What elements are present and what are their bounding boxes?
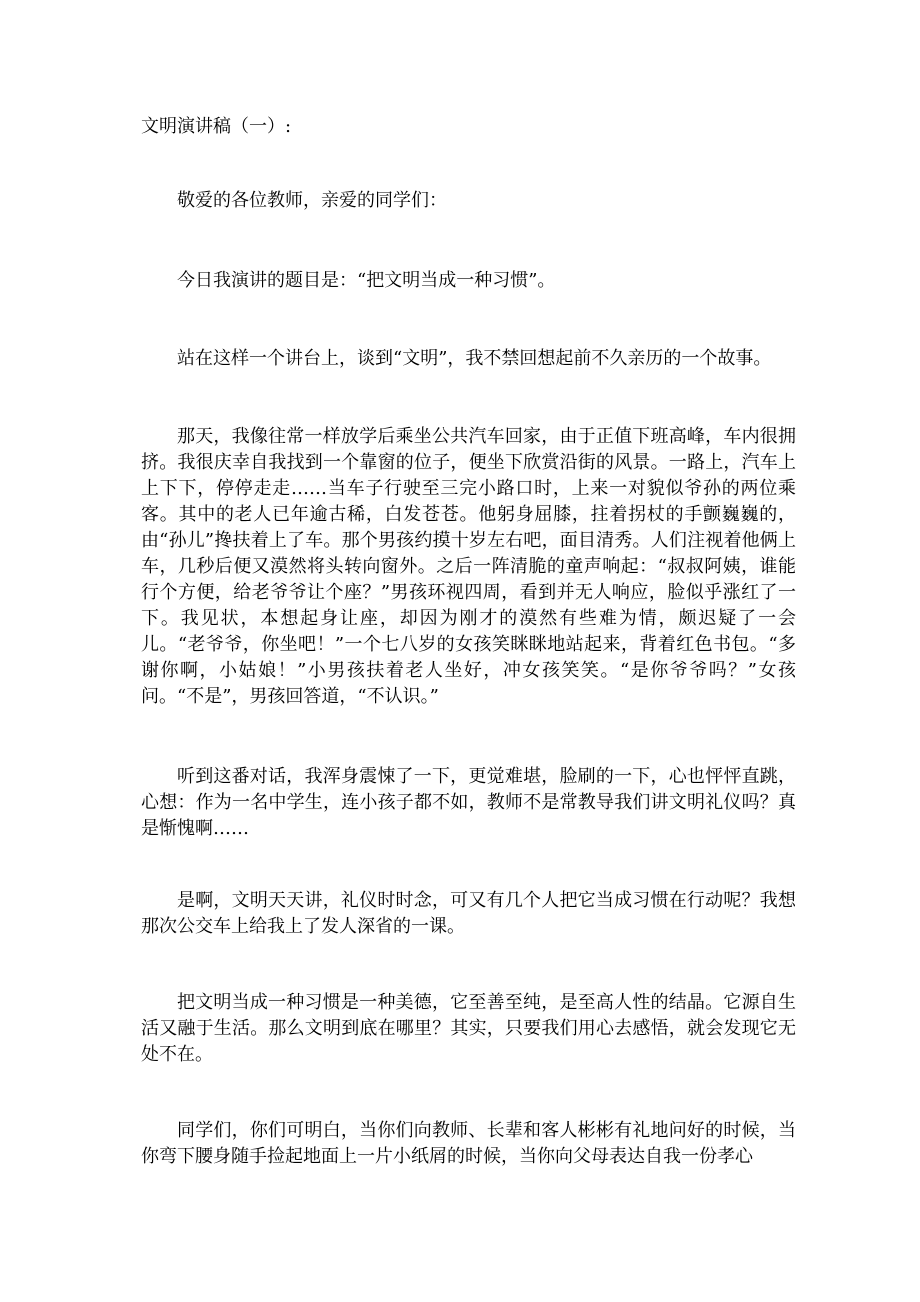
document-title: 文明演讲稿（一）: bbox=[141, 116, 292, 137]
speech-topic-paragraph: 今日我演讲的题目是：“把文明当成一种习惯”。 bbox=[177, 270, 556, 291]
virtue-paragraph: 把文明当成一种习惯是一种美德，它至善至纯，是至高人性的结晶。它源自生活又融于生活。那么文明到底在哪里？其实，只要我们用心去感悟，就会发现它无处不在。 bbox=[141, 992, 796, 1065]
salutation-paragraph: 敬爱的各位教师，亲爱的同学们： bbox=[177, 190, 447, 211]
reflection-paragraph: 听到这番对话，我浑身震悚了一下，更觉难堪，脸刷的一下，心也怦怦直跳，心想：作为一名中学生，连小孩子都不如，教师不是常教导我们讲文明礼仪吗？真是惭愧啊…… bbox=[141, 766, 796, 839]
intro-paragraph: 站在这样一个讲台上，谈到“文明”，我不禁回想起前不久亲历的一个故事。 bbox=[177, 348, 772, 369]
classmates-paragraph: 同学们，你们可明白，当你们向教师、长辈和客人彬彬有礼地问好的时候，当你弯下腰身随手捡起地面上一片小纸屑的时候，当你向父母表达自我一份孝心 bbox=[141, 1120, 796, 1167]
bus-story-paragraph: 那天，我像往常一样放学后乘坐公共汽车回家，由于正值下班高峰，车内很拥挤。我很庆幸自我找到一个靠窗的位子，便坐下欣赏沿街的风景。一路上，汽车上上下下，停停走走……当车子行驶至三完小路口时，上来一对貌似爷孙的两位乘客。其中的老人已年逾古稀，白发苍苍。他躬身屈膝，拄着拐杖的手颤巍巍的，由“孙儿”搀扶着上了车。那个男孩约摸十岁左右吧，面目清秀。人们注视着他俩上车，几秒后便又漠然将头转向窗外。之后一阵清脆的童声响起：“叔叔阿姨，谁能行个方便，给老爷爷让个座？”男孩环视四周，看到并无人响应，脸似乎涨红了一下。我见状，本想起身让座，却因为刚才的漠然有些难为情，颇迟疑了一会儿。“老爷爷，你坐吧！”一个七八岁的女孩笑眯眯地站起来，背着红色书包。“多谢你啊，小姑娘！”小男孩扶着老人坐好，冲女孩笑笑。“是你爷爷吗？”女孩问。“不是”，男孩回答道，“不认识。” bbox=[141, 426, 796, 707]
habit-paragraph: 是啊，文明天天讲，礼仪时时念，可又有几个人把它当成习惯在行动呢？我想那次公交车上给我上了发人深省的一课。 bbox=[141, 890, 796, 937]
